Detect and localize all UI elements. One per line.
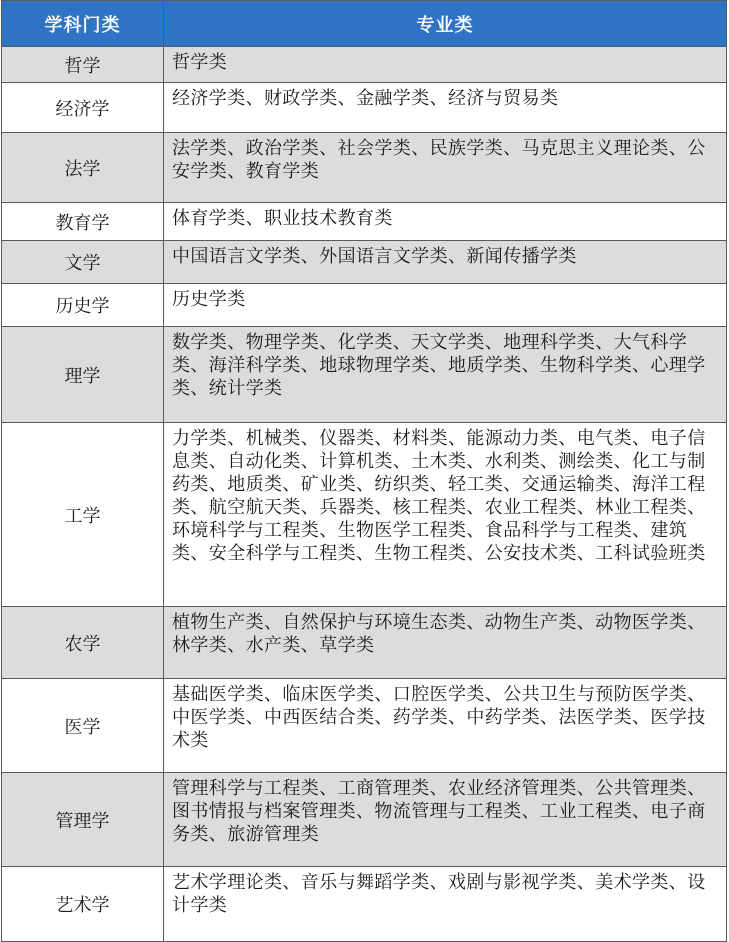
header-majors: 专业类 <box>164 1 727 47</box>
majors-cell: 经济学类、财政学类、金融学类、经济与贸易类 <box>164 83 727 133</box>
category-cell: 经济学 <box>2 83 164 133</box>
majors-cell: 力学类、机械类、仪器类、材料类、能源动力类、电气类、电子信息类、自动化类、计算机类、土木类、水利类、测绘类、化工与制药类、地质类、矿业类、纺织类、轻工类、交通运输类、海洋工程类、航空航天类、兵器类、核工程类、农业工程类、林业工程类、环境科学与工程类、生物医学工程类、食品科学与工程类、建筑类、安全科学与工程类、生物工程类、公安技术类、工科试验班类 <box>164 423 727 607</box>
table-row <box>2 47 727 83</box>
table-row <box>2 241 727 284</box>
discipline-table <box>1 0 727 942</box>
header-category: 学科门类 <box>2 1 164 47</box>
category-cell: 管理学 <box>2 773 164 867</box>
majors-cell: 艺术学理论类、音乐与舞蹈学类、戏剧与影视学类、美术学类、设计学类 <box>164 867 727 942</box>
category-cell: 历史学 <box>2 284 164 327</box>
category-cell: 工学 <box>2 423 164 607</box>
majors-cell: 中国语言文学类、外国语言文学类、新闻传播学类 <box>164 241 727 284</box>
category-cell: 教育学 <box>2 203 164 241</box>
table-row <box>2 203 727 241</box>
table-row <box>2 133 727 203</box>
majors-cell: 基础医学类、临床医学类、口腔医学类、公共卫生与预防医学类、中医学类、中西医结合类、药学类、中药学类、法医学类、医学技术类 <box>164 679 727 773</box>
table-row <box>2 284 727 327</box>
majors-cell: 历史学类 <box>164 284 727 327</box>
category-cell: 医学 <box>2 679 164 773</box>
majors-cell: 植物生产类、自然保护与环境生态类、动物生产类、动物医学类、林学类、水产类、草学类 <box>164 607 727 679</box>
majors-cell: 数学类、物理学类、化学类、天文学类、地理科学类、大气科学类、海洋科学类、地球物理学类、地质学类、生物科学类、心理学类、统计学类 <box>164 327 727 423</box>
table-row <box>2 773 727 867</box>
category-cell: 哲学 <box>2 47 164 83</box>
category-cell: 理学 <box>2 327 164 423</box>
category-cell: 文学 <box>2 241 164 284</box>
table-row <box>2 867 727 942</box>
majors-cell: 管理科学与工程类、工商管理类、农业经济管理类、公共管理类、图书情报与档案管理类、物流管理与工程类、工业工程类、电子商务类、旅游管理类 <box>164 773 727 867</box>
category-cell: 农学 <box>2 607 164 679</box>
table-row <box>2 83 727 133</box>
table-header-row <box>2 1 727 47</box>
majors-cell: 法学类、政治学类、社会学类、民族学类、马克思主义理论类、公安学类、教育学类 <box>164 133 727 203</box>
table-row <box>2 423 727 607</box>
category-cell: 艺术学 <box>2 867 164 942</box>
category-cell: 法学 <box>2 133 164 203</box>
table-row <box>2 327 727 423</box>
majors-cell: 体育学类、职业技术教育类 <box>164 203 727 241</box>
majors-cell: 哲学类 <box>164 47 727 83</box>
table-row <box>2 607 727 679</box>
table-row <box>2 679 727 773</box>
